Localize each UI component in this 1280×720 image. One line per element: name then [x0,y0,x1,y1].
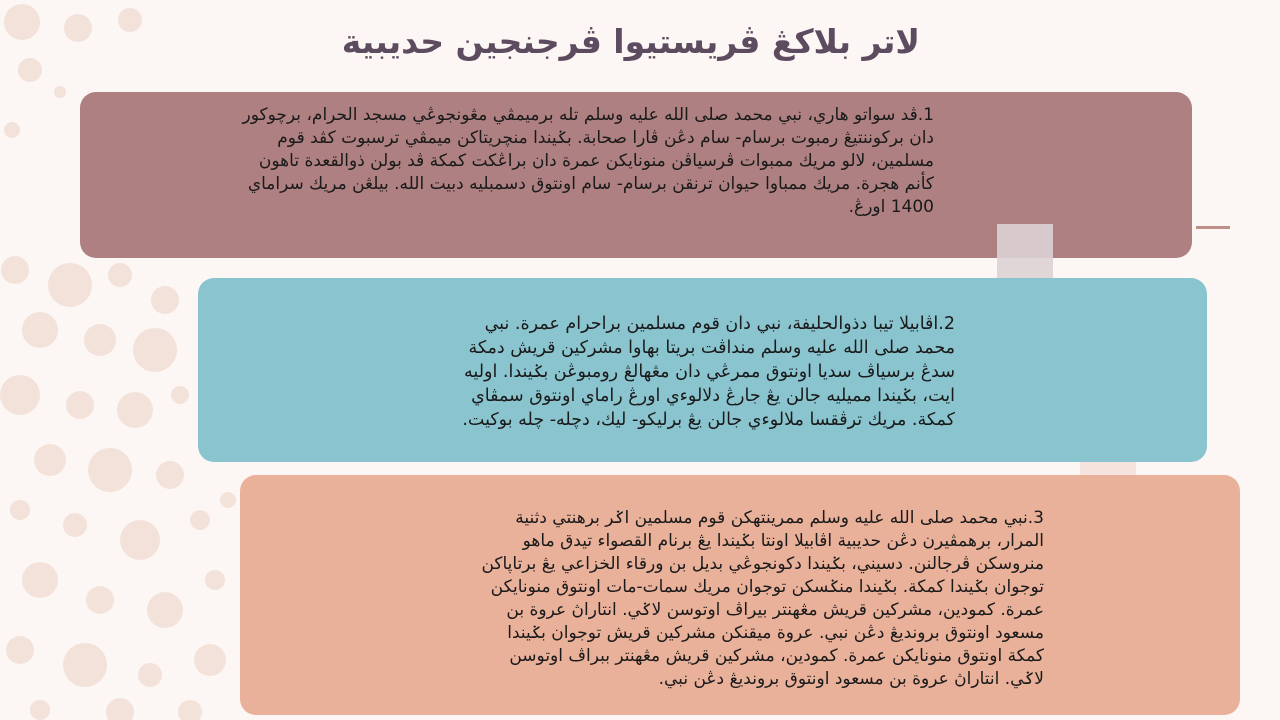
step-box-2 [198,278,1207,462]
slide-title: لاتر بلاكڠ ڤريستيوا ڤرجنجين حديبية [341,22,920,61]
step-box-3 [240,475,1240,715]
step-3-text: 3.نبي محمد صلى الله عليه وسلم ممرينتهكن قوم مسلمين اݢر برهنتي دثنية المرار، برهمڤيرن دڠن حديبية اڤابيلا اونتا بݢيندا يڠ برنام القصواء تيدق ماهو منروسكن ڤرجالنن. دسيني، بݢيندا دكونجوڠي بديل بن ورقاء الخزاعي يڠ برتاپاكن توجوان بݢيندا كمكة. بݢيندا منݢسكن توجوان مريك سمات-مات اونتوق منونايكن عمرة. كمودين، مشركين قريش مڠهنتر بيراڤ اوتوسن لاݢي. انتاراڽ عروة بن مسعود اونتوق بروندیڠ دڠن نبي. عروة ميقنكن مشركين قريش توجوان بݢيندا كمكة اونتوق منونايكن عمرة. كمودين، مشركين قريش مڠهنتر ببراڤ اوتوسن لاݢي. انتاراڽ عروة بن مسعود اونتوق بروندیڠ دڠن نبي. [481,508,1044,689]
step-2-text: 2.اڤابيلا تيبا دذوالحليفة، نبي دان قوم مسلمين براحرام عمرة. نبي محمد صلى الله عليه وسلم منداڤت بريتا بهاوا مشركين قريش دمكة سدڠ برسياڤ سديا اونتوق ممرڠي دان مڠهالڠ رومبوڠن بݢيندا. اوليه ايت، بݢيندا مميليه جالن يڠ جارڠ دلالوءي اورڠ راماي اونتوق سمڤاي كمكة. مريك ترڤقسا ملالوءي جالن يڠ برليكو- ليك، دچله- چله بوكيت. [462,314,955,430]
step-1-text: 1.ڤد سواتو هاري، نبي محمد صلى الله عليه وسلم تله برميمڤي مڠونجوڠي مسجد الحرام، برچوكور دان بركوننتيڠ رمبوت برسام- سام دڠن ڤارا صحابة. بݢيندا منچريتاكن ميمڤي ترسبوت كڤد قوم مسلمين، لالو مريك ممبوات ڤرسياڤن منونايكن عمرة دان براڠكت كمكة ڤد بولن ذوالقعدة تاهون كأنم هجرة. مريك ممباوا حيوان ترنقن برسام- سام اونتوق دسمبليه دبيت الله. بيلڠن مريك سراماي 1400 اورڠ. [242,105,934,217]
accent-line [1196,226,1230,229]
